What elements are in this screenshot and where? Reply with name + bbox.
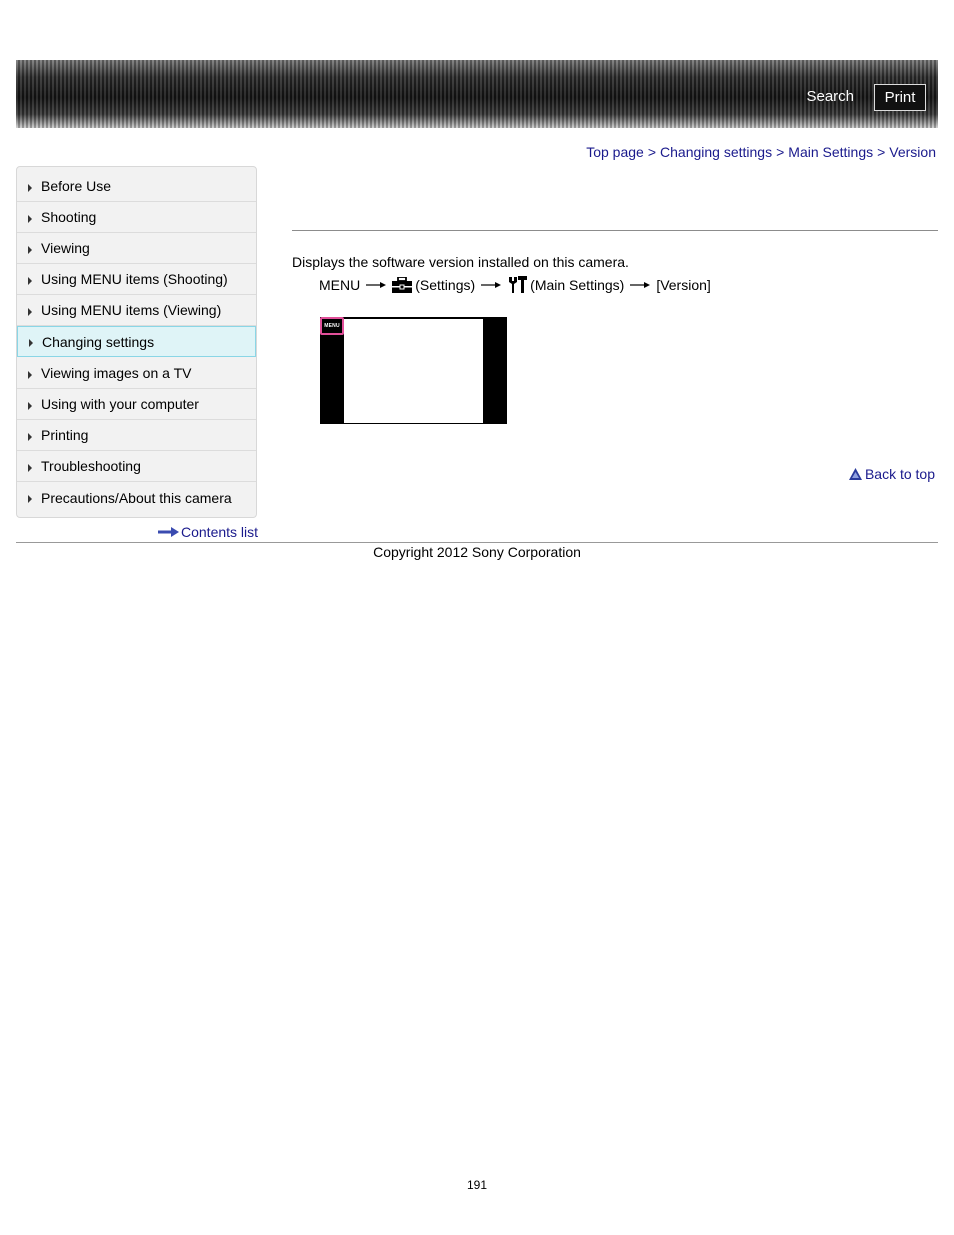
triangle-right-icon xyxy=(28,464,32,472)
contents-list-label: Contents list xyxy=(181,524,259,540)
triangle-right-icon xyxy=(28,495,32,503)
menu-path-step-menu: MENU xyxy=(319,276,361,293)
description-text: Displays the software version installed on this camera. xyxy=(292,254,629,270)
breadcrumb xyxy=(586,144,936,160)
breadcrumb-separator: > xyxy=(877,144,886,160)
back-to-top-link[interactable] xyxy=(849,466,935,482)
footer-divider xyxy=(16,542,938,543)
sidebar-item-menu-viewing[interactable] xyxy=(17,295,256,326)
triangle-right-icon xyxy=(28,433,32,441)
menu-path xyxy=(319,276,711,293)
contents-list-link[interactable] xyxy=(158,524,258,540)
sidebar-item-label: Before Use xyxy=(41,178,112,194)
header-bar xyxy=(16,60,938,128)
toolbox-icon xyxy=(392,277,412,293)
triangle-right-icon xyxy=(28,402,32,410)
copyright-text: Copyright 2012 Sony Corporation xyxy=(373,544,581,560)
page-number: 191 xyxy=(466,1178,488,1192)
arrow-right-icon xyxy=(630,281,650,289)
sidebar-item-shooting[interactable] xyxy=(17,202,256,233)
screen-display-area xyxy=(344,319,483,423)
menu-button-text: MENU xyxy=(324,323,340,329)
sidebar-item-printing[interactable] xyxy=(17,420,256,451)
triangle-right-icon xyxy=(28,184,32,192)
back-to-top-label: Back to top xyxy=(864,466,935,482)
triangle-up-icon xyxy=(849,468,862,480)
sidebar-item-label: Viewing images on a TV xyxy=(41,365,192,381)
wrench-hammer-icon xyxy=(507,276,527,293)
camera-screen-illustration xyxy=(320,317,507,424)
breadcrumb-version[interactable]: Version xyxy=(889,144,936,160)
triangle-right-icon xyxy=(29,339,33,347)
menu-path-step-version: [Version] xyxy=(656,276,711,293)
breadcrumb-top-page[interactable]: Top page xyxy=(586,144,644,160)
sidebar-item-label: Changing settings xyxy=(42,333,155,350)
sidebar-item-label: Viewing xyxy=(41,240,90,256)
arrow-right-icon xyxy=(481,281,501,289)
sidebar-item-changing-settings[interactable] xyxy=(17,326,256,357)
sidebar-item-label: Troubleshooting xyxy=(41,458,141,474)
arrow-right-icon xyxy=(158,524,179,540)
search-link[interactable]: Search xyxy=(806,88,854,105)
sidebar-item-label: Using MENU items (Viewing) xyxy=(41,302,222,318)
sidebar-item-label: Using MENU items (Shooting) xyxy=(41,271,228,287)
sidebar-item-label: Shooting xyxy=(41,209,97,225)
breadcrumb-main-settings[interactable]: Main Settings xyxy=(788,144,874,160)
arrow-right-icon xyxy=(366,281,386,289)
menu-path-step-main-settings: (Main Settings) xyxy=(530,276,625,293)
triangle-right-icon xyxy=(28,215,32,223)
triangle-right-icon xyxy=(28,371,32,379)
sidebar-item-label: Using with your computer xyxy=(41,396,199,412)
sidebar-nav xyxy=(16,166,257,518)
menu-button-highlight xyxy=(320,317,344,335)
sidebar-item-before-use[interactable] xyxy=(17,171,256,202)
print-button[interactable]: Print xyxy=(874,84,926,111)
sidebar-item-label: Printing xyxy=(41,427,89,443)
triangle-right-icon xyxy=(28,246,32,254)
breadcrumb-changing-settings[interactable]: Changing settings xyxy=(660,144,773,160)
sidebar-item-troubleshooting[interactable] xyxy=(17,451,256,482)
menu-path-step-settings: (Settings) xyxy=(415,276,476,293)
triangle-right-icon xyxy=(28,277,32,285)
sidebar-item-computer[interactable] xyxy=(17,389,256,420)
breadcrumb-separator: > xyxy=(647,144,657,160)
triangle-right-icon xyxy=(28,308,32,316)
sidebar-item-viewing[interactable] xyxy=(17,233,256,264)
breadcrumb-separator: > xyxy=(776,144,785,160)
content-divider xyxy=(292,230,938,231)
sidebar-item-menu-shooting[interactable] xyxy=(17,264,256,295)
sidebar-item-label: Precautions/About this camera xyxy=(41,489,232,506)
sidebar-item-precautions[interactable] xyxy=(17,482,256,513)
sidebar-item-viewing-tv[interactable] xyxy=(17,358,256,389)
